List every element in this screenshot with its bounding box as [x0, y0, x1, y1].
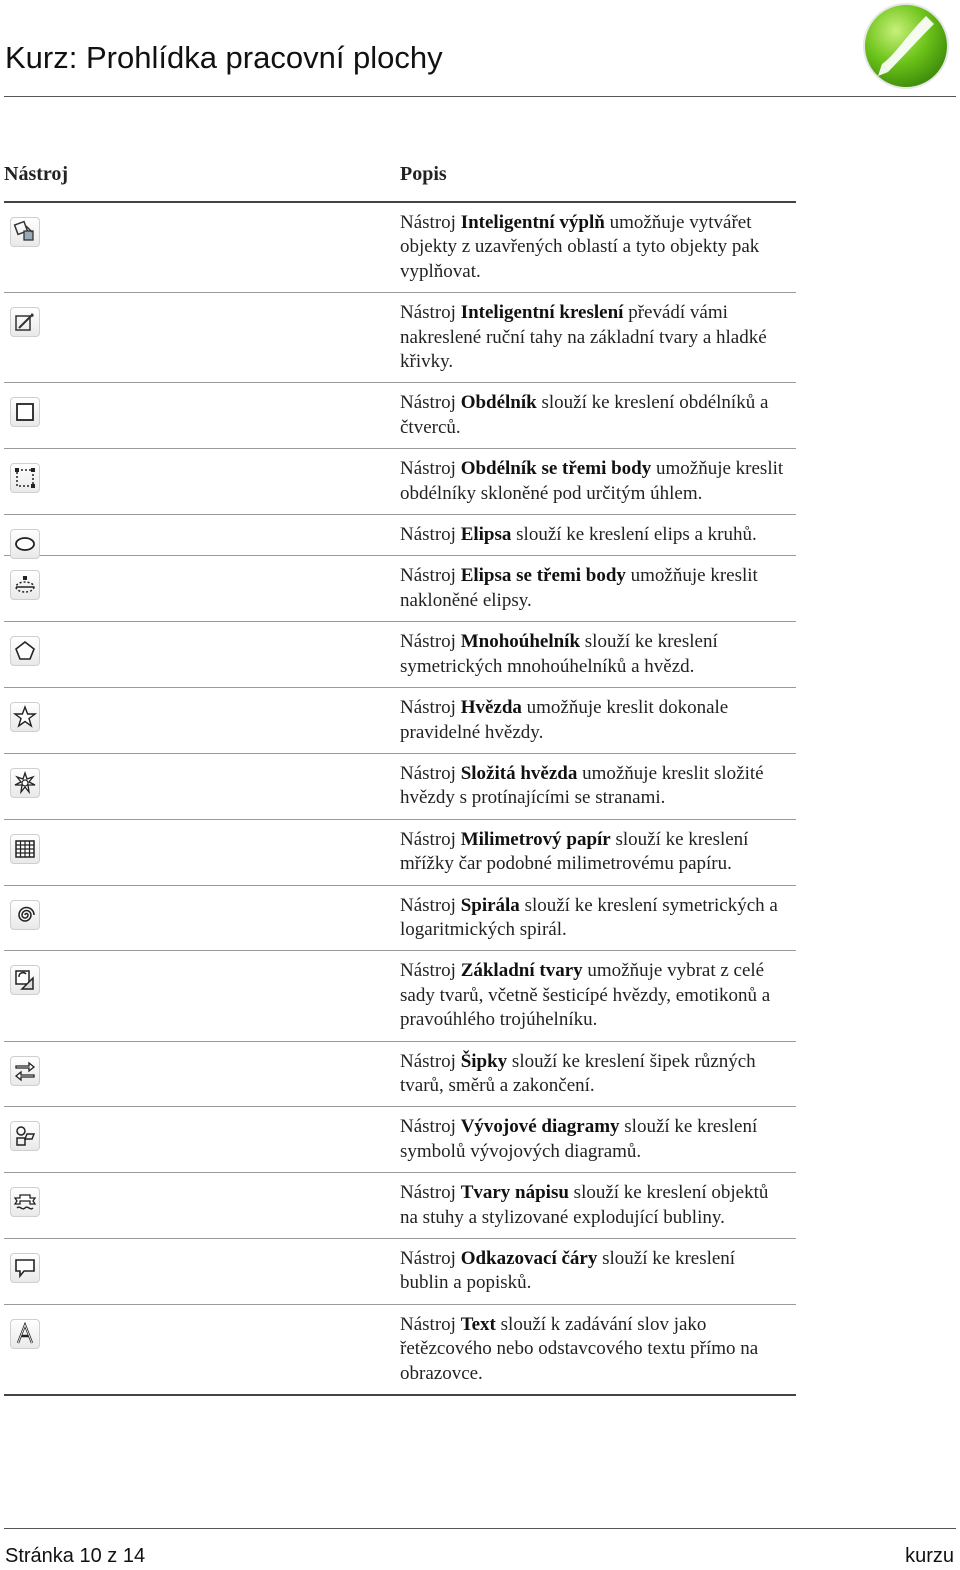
tool-description: [400, 515, 796, 555]
table-row: [4, 1239, 796, 1305]
tool-name: Složitá hvězda: [460, 762, 578, 784]
table-row: [4, 515, 796, 556]
tool-description: [400, 886, 796, 951]
description-text: slouží k zadávání slov jako řetězcového nebo odstavcového textu přímo na obrazovce.: [400, 1313, 759, 1384]
description-text: slouží ke kreslení elips a kruhů.: [511, 524, 757, 546]
description-text: slouží ke kreslení symetrických a logaritmických spirál.: [400, 894, 778, 940]
three-point-rectangle-icon: [10, 463, 40, 493]
text-tool-icon: [10, 1319, 40, 1349]
description-prefix: Nástroj: [400, 762, 461, 784]
tool-name: Vývojové diagramy: [460, 1116, 620, 1138]
coreldraw-logo: [862, 2, 950, 90]
description-prefix: Nástroj: [400, 392, 461, 414]
footer-divider: [4, 1528, 956, 1529]
description-text: umožňuje vybrat z celé sady tvarů, včetně šesticípé hvězdy, emotikonů a pravoúhlého trojúhelníku.: [400, 960, 771, 1031]
description-text: slouží ke kreslení objektů na stuhy a stylizované explodující bubliny.: [400, 1182, 769, 1228]
description-prefix: Nástroj: [400, 894, 461, 916]
tool-description: [400, 449, 796, 514]
tool-name: Inteligentní výplň: [460, 212, 605, 233]
three-point-ellipse-icon: [10, 570, 40, 600]
table-row: [4, 1173, 796, 1239]
tool-name: Inteligentní kreslení: [460, 302, 624, 324]
tools-table: [4, 203, 796, 1396]
title-divider: [4, 96, 956, 97]
description-prefix: Nástroj: [400, 1116, 461, 1138]
tool-name: Šipky: [460, 1050, 508, 1072]
graph-paper-icon: [10, 834, 40, 864]
callout-shapes-icon: [10, 1253, 40, 1283]
table-row: [4, 1305, 796, 1396]
flowchart-shapes-icon: [10, 1121, 40, 1151]
description-prefix: Nástroj: [400, 524, 461, 546]
description-prefix: Nástroj: [400, 960, 461, 982]
tool-description: [400, 754, 796, 819]
page-title: Kurz: Prohlídka pracovní plochy: [5, 40, 443, 75]
tool-name: Základní tvary: [460, 960, 583, 982]
description-prefix: Nástroj: [400, 458, 461, 480]
description-prefix: Nástroj: [400, 1313, 461, 1335]
page-number: Stránka 10 z 14: [5, 1545, 146, 1567]
table-row: [4, 1042, 796, 1108]
description-text: slouží ke kreslení obdélníků a čtverců.: [400, 392, 769, 438]
table-row: [4, 622, 796, 688]
tool-name: Mnohoúhelník: [460, 631, 581, 653]
description-text: slouží ke kreslení symbolů vývojových diagramů.: [400, 1116, 758, 1162]
description-prefix: Nástroj: [400, 302, 461, 324]
tool-description: [400, 951, 796, 1040]
complex-star-icon: [10, 768, 40, 798]
polygon-icon: [10, 636, 40, 666]
tool-name: Milimetrový papír: [460, 828, 611, 850]
description-prefix: Nástroj: [400, 565, 461, 587]
table-row: [4, 951, 796, 1041]
tool-name: Elipsa se třemi body: [460, 565, 626, 587]
tool-description: [400, 688, 796, 753]
description-text: umožňuje kreslit nakloněné elipsy.: [400, 565, 758, 611]
description-prefix: Nástroj: [400, 828, 461, 850]
description-prefix: Nástroj: [400, 1182, 461, 1204]
tool-description: [400, 383, 796, 448]
table-row: [4, 688, 796, 754]
tool-description: [400, 1107, 796, 1172]
table-row: [4, 886, 796, 952]
ellipse-icon: [10, 529, 40, 559]
description-text: slouží ke kreslení bublin a popisků.: [400, 1248, 736, 1294]
column-header-description: Popis: [400, 163, 447, 185]
description-text: slouží ke kreslení šipek různých tvarů, směrů a zakončení.: [400, 1050, 756, 1096]
basic-shapes-icon: [10, 965, 40, 995]
smart-drawing-icon: [10, 307, 40, 337]
footer-label: kurzu: [905, 1545, 954, 1567]
description-prefix: Nástroj: [400, 212, 461, 233]
description-prefix: Nástroj: [400, 1248, 461, 1269]
tool-description: [400, 820, 796, 885]
tool-description: [400, 1305, 796, 1394]
description-text: umožňuje kreslit složité hvězdy s protínajícími se stranami.: [400, 762, 764, 809]
description-text: slouží ke kreslení symetrických mnohoúhelníků a hvězd.: [400, 631, 718, 677]
tool-description: [400, 1042, 796, 1107]
star-icon: [10, 702, 40, 732]
table-row: [4, 1107, 796, 1173]
tool-name: Elipsa: [460, 524, 512, 546]
description-text: umožňuje kreslit dokonale pravidelné hvězdy.: [400, 697, 729, 743]
tool-description: [400, 622, 796, 687]
tool-description: [400, 1239, 796, 1304]
table-row: [4, 820, 796, 886]
tool-name: Tvary nápisu: [460, 1182, 569, 1204]
column-header-tool: Nástroj: [4, 163, 69, 185]
description-prefix: Nástroj: [400, 697, 461, 719]
table-row: [4, 449, 796, 515]
tool-description: [400, 293, 796, 382]
smart-fill-icon: [10, 217, 40, 247]
table-row: [4, 383, 796, 449]
description-prefix: Nástroj: [400, 631, 461, 653]
table-row: [4, 754, 796, 820]
description-text: převádí vámi nakreslené ruční tahy na základní tvary a hladké křivky.: [400, 302, 767, 373]
tool-description: [400, 203, 796, 292]
arrow-shapes-icon: [10, 1056, 40, 1086]
tool-description: [400, 556, 796, 621]
logo-graphic: [862, 2, 950, 90]
tool-name: Obdélník se třemi body: [460, 458, 652, 480]
table-row: [4, 293, 796, 383]
description-text: umožňuje kreslit obdélníky skloněné pod určitým úhlem.: [400, 458, 784, 504]
tool-name: Hvězda: [460, 697, 522, 719]
tool-name: Odkazovací čáry: [460, 1248, 598, 1269]
rectangle-icon: [10, 397, 40, 427]
table-row: [4, 556, 796, 622]
description-text: slouží ke kreslení mřížky čar podobné milimetrovému papíru.: [400, 828, 749, 875]
description-prefix: Nástroj: [400, 1050, 461, 1072]
tool-name: Text: [460, 1313, 496, 1335]
tool-description: [400, 1173, 796, 1238]
banner-shapes-icon: [10, 1187, 40, 1217]
spiral-icon: [10, 900, 40, 930]
tool-name: Spirála: [460, 894, 520, 916]
tool-name: Obdélník: [460, 392, 537, 414]
table-row: [4, 203, 796, 293]
description-text: umožňuje vytvářet objekty z uzavřených oblastí a tyto objekty pak vyplňovat.: [400, 212, 760, 282]
